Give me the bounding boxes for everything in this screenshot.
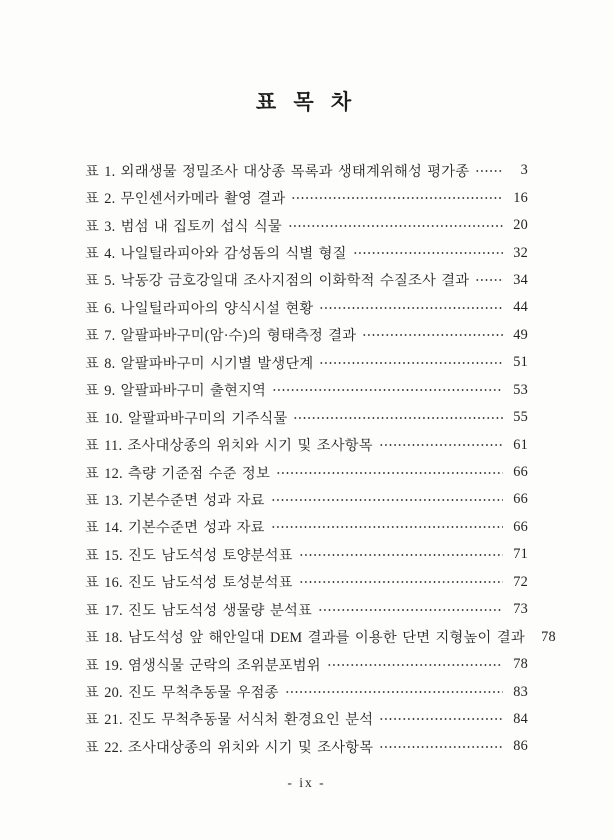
dot-leader <box>271 514 503 541</box>
toc-entry-label: 표 16. 진도 남도석성 토성분석표 <box>85 575 293 592</box>
toc-entry-page: 66 <box>513 518 528 535</box>
toc-entry-page: 61 <box>513 436 528 453</box>
toc-entry-label: 표 13. 기본수준면 성과 자료 <box>85 492 265 509</box>
dot-leader <box>272 377 503 404</box>
dot-leader <box>276 459 503 486</box>
toc-entry-label: 표 9. 알팔파바구미 출현지역 <box>85 383 267 400</box>
dot-leader <box>319 349 503 376</box>
toc-entry-label: 표 6. 나일틸라피아의 양식시설 현황 <box>85 300 314 317</box>
toc-entry <box>85 678 528 705</box>
toc-entry-label: 표 17. 진도 남도석성 생물량 분석표 <box>85 602 312 619</box>
toc-entry <box>85 431 528 458</box>
toc-entry-page: 32 <box>513 244 528 261</box>
dot-leader <box>327 651 503 678</box>
toc-entry-page: 86 <box>513 738 528 755</box>
toc-entry <box>85 514 528 541</box>
toc-entry <box>85 157 528 184</box>
toc-entry-page: 53 <box>513 381 528 398</box>
dot-leader <box>288 212 503 239</box>
toc-entry <box>85 459 528 486</box>
toc-entry-page: 16 <box>513 189 528 206</box>
dot-leader <box>475 267 503 294</box>
dot-leader <box>271 486 503 513</box>
toc-entry-label: 표 11. 조사대상종의 위치와 시기 및 조사항목 <box>85 438 373 455</box>
dot-leader <box>475 157 503 184</box>
dot-leader <box>319 294 503 321</box>
toc-entry-label: 표 14. 기본수준면 성과 자료 <box>85 520 265 537</box>
toc-entry <box>85 267 528 294</box>
toc-entry-page: 73 <box>513 601 528 618</box>
toc-entry <box>85 486 528 513</box>
toc-entry <box>85 404 528 431</box>
toc-entry-label: 표 12. 측량 기준점 수준 정보 <box>85 465 270 482</box>
toc-entry <box>85 184 528 211</box>
toc-entry-page: 84 <box>513 710 528 727</box>
page-title: 표 목 차 <box>255 90 358 114</box>
dot-leader <box>291 184 503 211</box>
toc-entry-page: 66 <box>513 491 528 508</box>
toc-entry-label: 표 15. 진도 남도석성 토양분석표 <box>85 547 293 564</box>
toc-entry-label: 표 8. 알팔파바구미 시기별 발생단계 <box>85 355 314 372</box>
toc-entry-label: 표 5. 낙동강 금호강일대 조사지점의 이화학적 수질조사 결과 <box>85 273 470 290</box>
toc-entry <box>85 706 528 733</box>
dot-leader <box>362 322 503 349</box>
toc-entry-page: 20 <box>513 217 528 234</box>
toc-entry <box>85 212 528 239</box>
toc-entry-page: 44 <box>513 299 528 316</box>
dot-leader <box>379 431 503 458</box>
toc-entry-page: 78 <box>513 656 528 673</box>
toc-entry <box>85 596 528 623</box>
toc-entry-page: 34 <box>513 271 528 288</box>
toc-entry <box>85 541 528 568</box>
dot-leader <box>293 404 503 431</box>
dot-leader <box>299 541 503 568</box>
toc-entry <box>85 239 528 266</box>
toc-entry-label: 표 19. 염생식물 군락의 조위분포범위 <box>85 657 321 674</box>
toc-entry <box>85 322 528 349</box>
toc-entry-label: 표 4. 나일틸라피아와 감성돔의 식별 형질 <box>85 246 347 263</box>
toc-entry-page: 3 <box>520 162 528 179</box>
toc-entry-label: 표 2. 무인센서카메라 촬영 결과 <box>85 191 286 208</box>
toc-entry-label: 표 3. 범섬 내 집토끼 섭식 식물 <box>85 218 282 235</box>
toc-list <box>85 157 556 761</box>
toc-entry <box>85 651 528 678</box>
dot-leader <box>353 239 503 266</box>
toc-entry-label: 표 10. 알팔파바구미의 기주식물 <box>85 410 288 427</box>
toc-entry-label: 표 21. 진도 무척추동물 서식처 환경요인 분석 <box>85 712 374 729</box>
toc-entry-page: 51 <box>513 354 528 371</box>
dot-leader <box>299 569 503 596</box>
toc-entry-page: 72 <box>513 573 528 590</box>
toc-entry <box>85 623 556 650</box>
toc-entry-label: 표 22. 조사대상종의 위치와 시기 및 조사항목 <box>85 739 374 756</box>
dot-leader <box>379 706 503 733</box>
toc-entry-page: 55 <box>513 409 528 426</box>
toc-entry-page: 83 <box>513 683 528 700</box>
toc-entry-page: 78 <box>541 628 556 645</box>
dot-leader <box>318 596 503 623</box>
toc-entry-page: 71 <box>513 546 528 563</box>
toc-entry <box>85 569 528 596</box>
toc-entry-label: 표 7. 알팔파바구미(암·수)의 형태측정 결과 <box>85 328 357 345</box>
toc-entry-label: 표 1. 외래생물 정밀조사 대상종 목록과 생태계위해성 평가종 <box>85 163 470 180</box>
dot-leader <box>379 733 503 760</box>
dot-leader <box>285 678 503 705</box>
toc-entry-page: 49 <box>513 326 528 343</box>
toc-entry <box>85 349 528 376</box>
page-number-footer: - ix - <box>287 774 326 790</box>
toc-entry-label: 표 20. 진도 무척추동물 우점종 <box>85 685 279 702</box>
toc-entry-label: 표 18. 남도석성 앞 해안일대 DEM 결과를 이용한 단면 지형높이 결과 <box>85 630 525 647</box>
toc-entry-page: 66 <box>513 464 528 481</box>
toc-entry <box>85 294 528 321</box>
toc-entry <box>85 377 528 404</box>
toc-entry <box>85 733 528 760</box>
